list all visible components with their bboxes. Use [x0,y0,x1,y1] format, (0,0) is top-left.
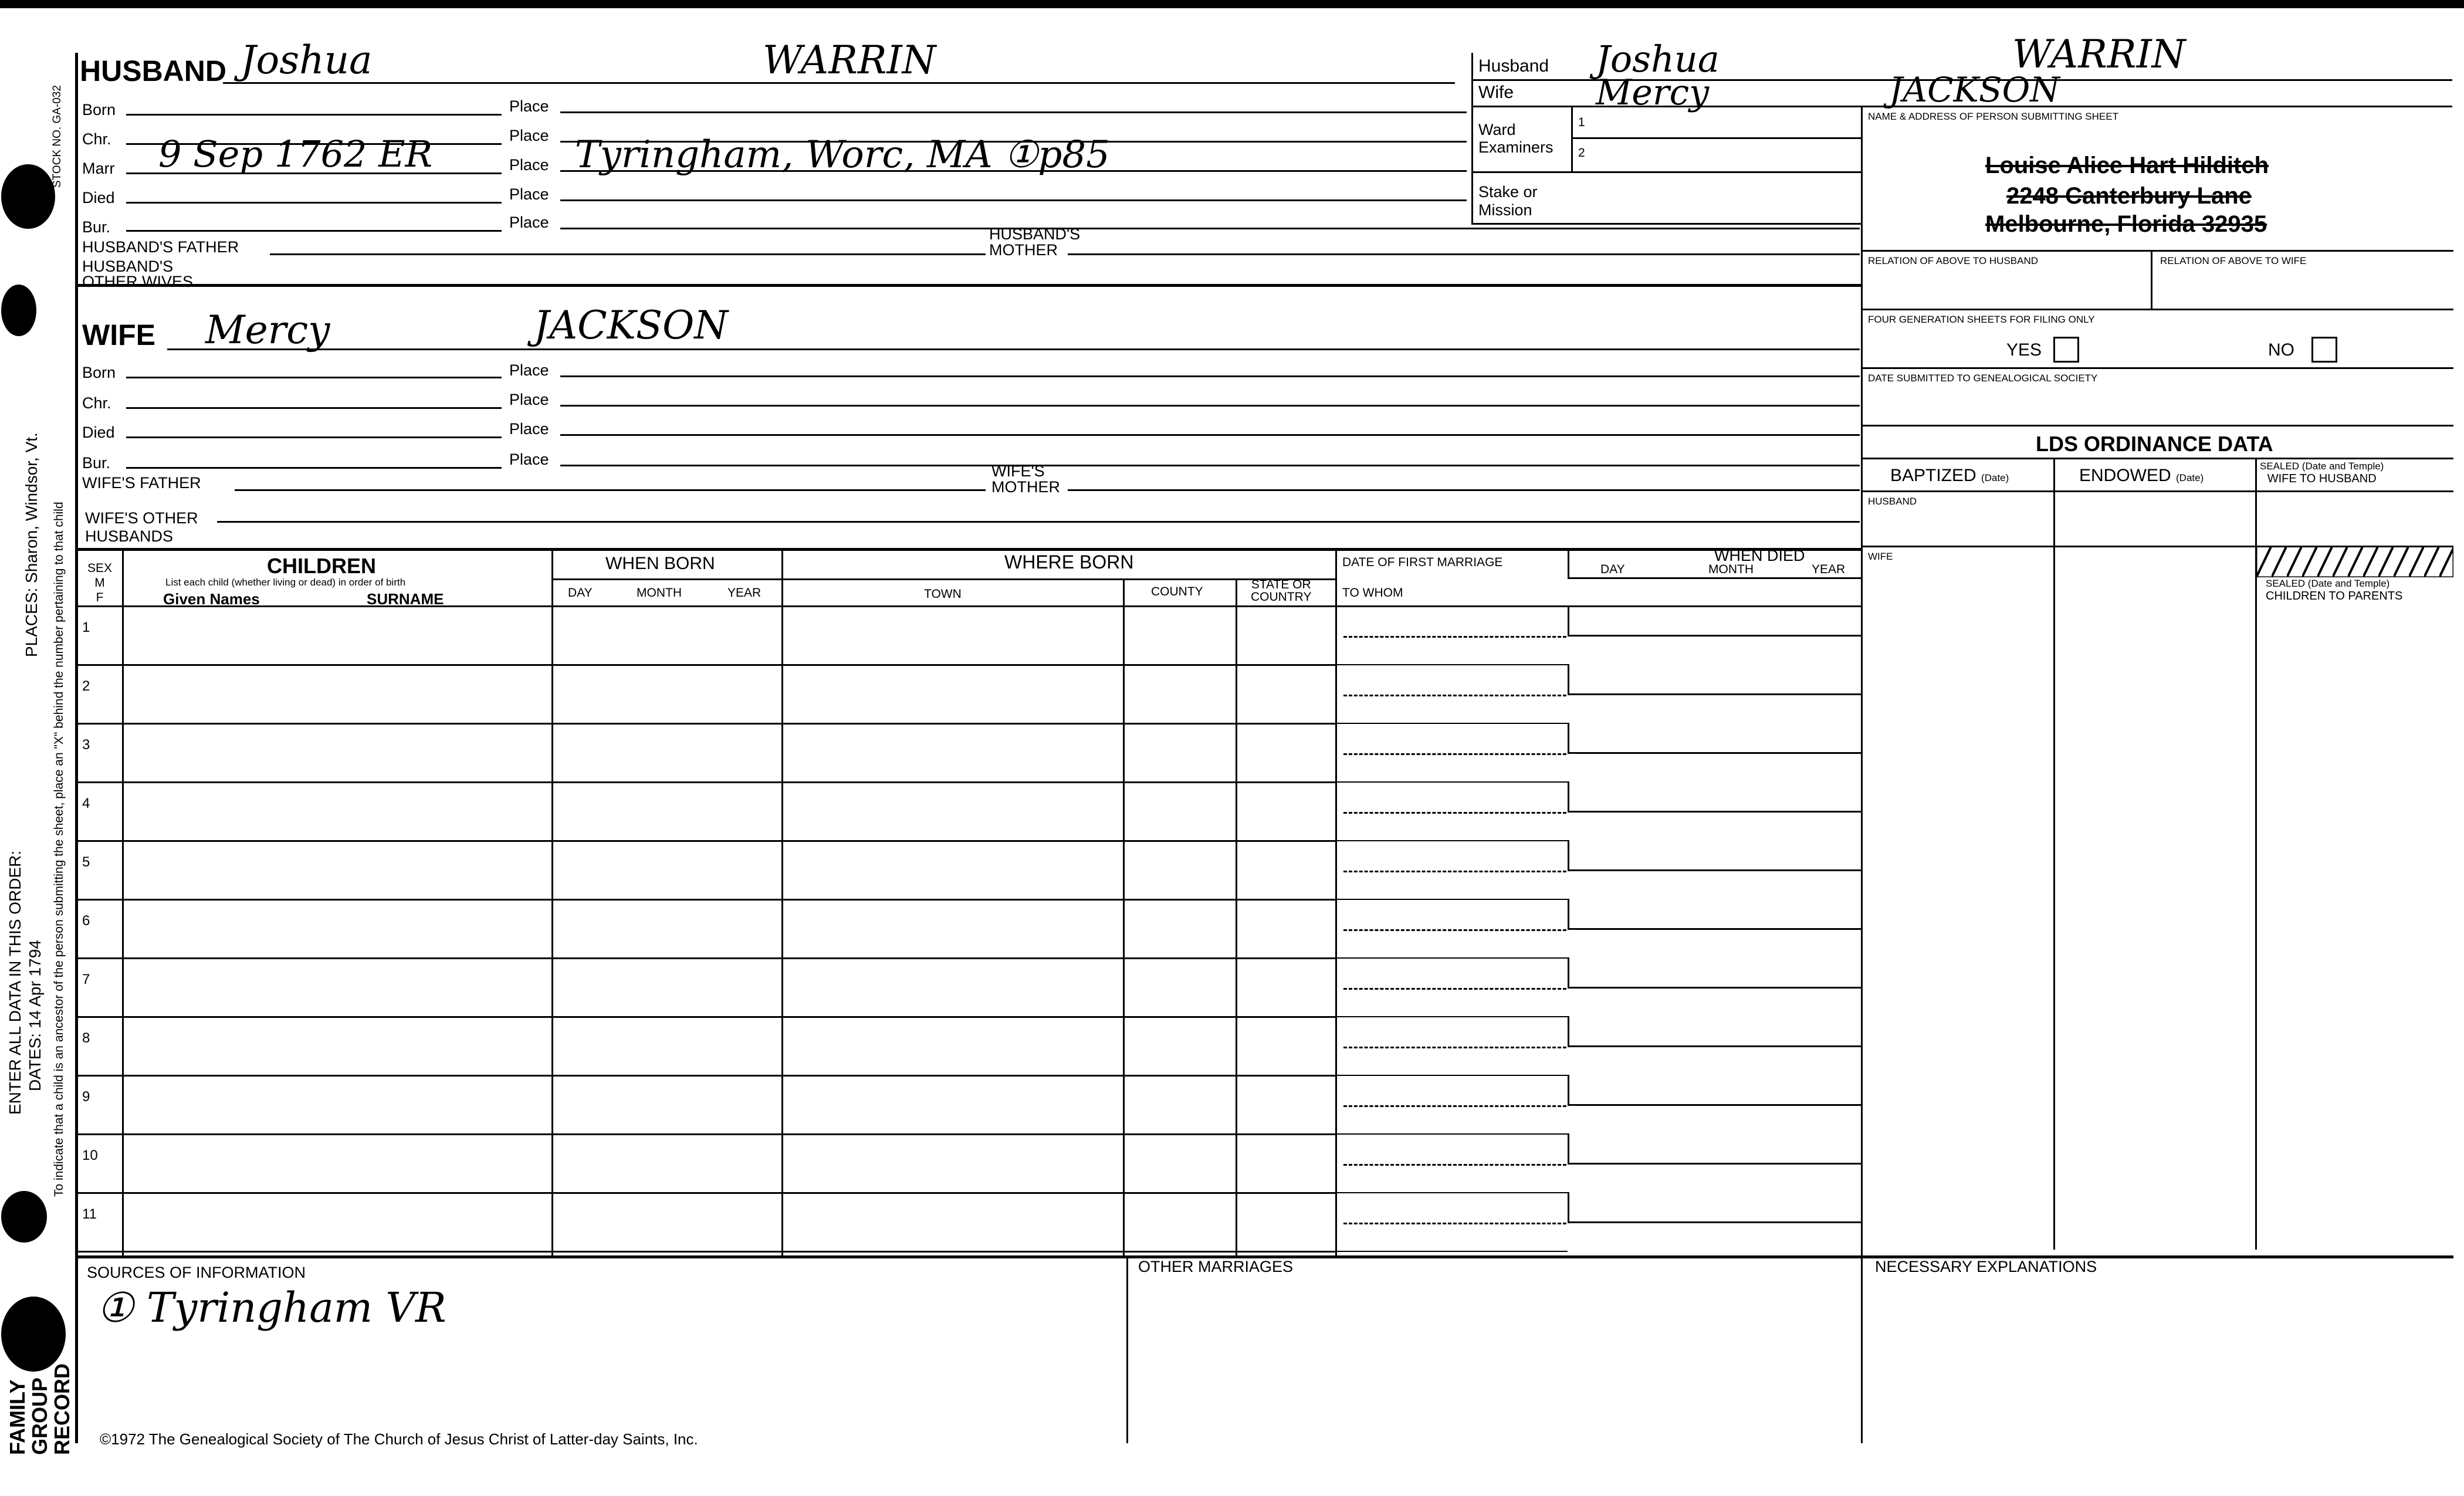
wife-died-label: Died [82,424,115,441]
husband-marr-place-line [560,170,1467,172]
wife-section-bottom [75,548,1861,551]
husband-chr-place-label: Place [509,127,549,144]
header-box-left [1471,53,1473,223]
died-date-tick [1568,781,1569,812]
husband-marr-line [126,172,502,174]
dates-note: DATES: 14 Apr 1794 [26,940,44,1091]
child-row-number: 3 [82,737,90,753]
when-born-label: WHEN BORN [605,554,715,573]
died-day-label: DAY [1600,563,1625,576]
punch-hole [1,164,55,229]
husband-died-line [126,202,502,204]
wife-other-husbands-line [217,521,1860,523]
state-col-line [1236,578,1237,1258]
wife-died-place-line [560,434,1860,436]
husband-born-place-line [560,111,1467,113]
child-row-number: 7 [82,972,90,987]
relation-husband-label: RELATION OF ABOVE TO HUSBAND [1868,255,2039,266]
died-date-line [1568,811,1861,813]
children-header-bottom [75,605,1861,607]
lds-title: LDS ORDINANCE DATA [2036,432,2273,456]
lds-title-line [1861,458,2453,459]
child-row-separator [1335,957,1568,959]
town-label: TOWN [924,587,962,601]
marriage-date-dashed-line [1343,1164,1566,1166]
born-day-label: DAY [568,586,593,600]
husband-died-label: Died [82,189,115,207]
where-born-label: WHERE BORN [1004,551,1134,573]
child-row-separator [1335,781,1568,783]
child-row-separator [75,957,1335,959]
died-date-tick [1568,664,1569,695]
child-row-number: 4 [82,796,90,811]
marriage-date-dashed-line [1343,1223,1566,1224]
lds-sealed-wife: SEALED (Date and Temple) WIFE TO HUSBAND [2260,461,2384,485]
hatched-box [2256,546,2453,577]
husband-marriage-place[interactable]: Tyringham, Worc, MA ①p85 [575,133,1110,177]
died-date-tick [1568,1075,1569,1105]
child-row-separator [75,1133,1335,1135]
marriage-date-dashed-line [1343,929,1566,931]
wife-other-husbands-label: WIFE'S OTHER HUSBANDS [85,509,198,546]
other-marriages-label: OTHER MARRIAGES [1138,1258,1294,1275]
died-date-tick [1568,899,1569,929]
husband-mother-line [1068,253,1860,255]
wife-born-place-label: Place [509,361,549,379]
examiners-label: Examiners [1478,138,1553,156]
date-submitted-label: DATE SUBMITTED TO GENEALOGICAL SOCIETY [1868,373,2098,384]
wife-mother-label: WIFE'S MOTHER [991,462,1060,496]
died-date-line [1568,752,1861,754]
husband-bur-label: Bur. [82,218,111,236]
lds-husband-row: HUSBAND [1868,496,1917,507]
died-date-line [1568,693,1861,695]
husband-born-line [126,114,502,116]
child-row-separator [1335,1075,1568,1076]
husband-given-name[interactable]: Joshua [241,38,373,83]
child-row-number: 5 [82,854,90,870]
husband-heading: HUSBAND [80,55,226,87]
husband-bur-line [126,230,502,232]
header-husband-given[interactable]: Joshua [1596,38,1720,80]
submitter-label: NAME & ADDRESS OF PERSON SUBMITTING SHEET [1868,111,2118,122]
header-wife-surname[interactable]: JACKSON [1889,70,2060,110]
examiner-2: 2 [1578,146,1585,160]
header-box-bottom [1471,223,1861,225]
punch-hole [1,285,36,336]
husband-father-label: HUSBAND'S FATHER [82,238,239,256]
given-names-label: Given Names [163,590,260,608]
marriage-date-dashed-line [1343,871,1566,872]
child-row-separator [75,1192,1335,1194]
died-month-label: MONTH [1708,563,1754,576]
husband-marr-label: Marr [82,160,115,177]
when-born-subline [551,578,781,580]
died-date-line [1568,1163,1861,1165]
header-wife-given[interactable]: Mercy [1596,72,1710,113]
punch-hole [1,1297,66,1372]
wife-father-label: WIFE'S FATHER [82,474,201,492]
child-row-separator [1335,1133,1568,1135]
wife-given-name[interactable]: Mercy [205,307,330,353]
died-date-tick [1568,1133,1569,1164]
husband-bur-place-line [560,228,1860,229]
lds-baptized: BAPTIZED (Date) [1890,466,2009,485]
header-wife-line [1471,106,2452,107]
stake-label: Stake or Mission [1478,183,1538,219]
husband-died-place-line [560,199,1467,201]
husband-marriage-date[interactable]: 9 Sep 1762 ER [158,133,433,175]
marriage-col-line [1335,548,1337,1258]
child-row-separator [1335,899,1568,900]
wife-bur-place-label: Place [509,451,549,468]
children-note: List each child (whether living or dead) in order of birth [165,577,406,588]
lds-header-line [1861,490,2453,492]
top-border [0,0,2464,8]
header-wife-label: Wife [1478,83,1514,102]
examiner-1: 1 [1578,116,1585,129]
copyright: ©1972 The Genealogical Society of The Church of Jesus Christ of Latter-day Saints, Inc. [100,1430,698,1448]
no-label: NO [2268,340,2294,360]
wife-chr-place-line [560,405,1860,407]
wife-born-line [126,377,502,378]
husband-chr-label: Chr. [82,130,111,148]
wife-died-place-label: Place [509,420,549,438]
lds-col-1 [2053,458,2055,1250]
wife-bur-place-line [560,465,1860,466]
marriage-date-dashed-line [1343,812,1566,814]
husband-name-line [223,82,1455,84]
husband-other-wives-label: HUSBAND'S OTHER WIVES [82,258,194,290]
relation-bottom [1861,309,2453,310]
child-row-separator [1335,1251,1568,1252]
examiner-1-line [1571,137,1861,139]
submitter-name: Louise Alice Hart Hilditch [1985,153,2269,178]
husband-born-place-label: Place [509,97,549,115]
relation-wife-label: RELATION OF ABOVE TO WIFE [2160,255,2307,266]
died-date-line [1568,1104,1861,1106]
stock-number: STOCK NO. GA-032 [51,85,63,188]
first-marriage-label: DATE OF FIRST MARRIAGE [1342,556,1503,569]
header-husband-label: Husband [1478,56,1549,76]
child-row-separator [75,1016,1335,1018]
yes-label: YES [2006,340,2042,360]
lds-endowed: ENDOWED (Date) [2079,466,2204,485]
child-row-separator [75,1075,1335,1077]
child-row-separator [1335,723,1568,724]
child-row-separator [75,664,1335,666]
child-row-number: 11 [82,1206,97,1222]
husband-section-bottom [75,284,1861,287]
marriage-date-dashed-line [1343,1047,1566,1048]
born-month-label: MONTH [637,586,682,600]
died-date-tick [1568,840,1569,871]
four-gen-label: FOUR GENERATION SHEETS FOR FILING ONLY [1868,314,2095,325]
form-title: FAMILY [5,1379,29,1455]
wife-father-line [235,489,986,491]
ward-label: Ward [1478,121,1516,138]
sex-col-line [122,548,124,1258]
child-row-separator [1335,1016,1568,1017]
child-row-number: 6 [82,913,90,929]
died-date-line [1568,635,1861,637]
child-row-separator [75,781,1335,783]
child-row-number: 10 [82,1148,98,1163]
wife-bur-label: Bur. [82,454,111,472]
form-title: GROUP [28,1377,52,1455]
explanations-label: NECESSARY EXPLANATIONS [1875,1258,2097,1275]
right-column-divider [1861,106,1863,1443]
relation-divider [2151,250,2152,309]
died-date-line [1568,1221,1861,1223]
child-row-number: 9 [82,1089,90,1105]
wife-born-place-line [560,375,1860,377]
submitter-address: 2248 Canterbury Lane [2006,183,2252,209]
county-label: COUNTY [1151,585,1203,598]
husband-father-line [270,253,986,255]
child-row-separator [75,1251,1335,1253]
ancestor-note: To indicate that a child is an ancestor of the person submitting the sheet, place an "X" behind the number pertaining to that child [52,502,66,1197]
wife-chr-place-label: Place [509,391,549,408]
submitter-city: Melbourne, Florida 32935 [1985,211,2267,237]
child-row-separator [75,723,1335,725]
husband-bur-place-label: Place [509,214,549,231]
child-row-number: 2 [82,678,90,694]
lds-sealed-children: SEALED (Date and Temple) CHILDREN TO PARENTS [2266,578,2403,603]
born-year-label: YEAR [727,586,761,600]
wife-chr-label: Chr. [82,394,111,412]
header-husband-surname[interactable]: WARRIN [2012,32,2186,77]
date-submitted-line [1861,425,2453,427]
died-date-tick [1568,1016,1569,1047]
wife-born-label: Born [82,364,116,381]
sources-value[interactable]: ① Tyringham VR [97,1284,446,1332]
died-date-line [1568,928,1861,930]
child-row-separator [1335,1192,1568,1193]
husband-marr-place-label: Place [509,156,549,174]
enter-order-note: ENTER ALL DATA IN THIS ORDER: [6,850,24,1115]
child-row-separator [75,899,1335,901]
when-died-col-line [1568,548,1569,577]
marriage-date-dashed-line [1343,1105,1566,1107]
died-date-tick [1568,723,1569,753]
marriage-date-dashed-line [1343,988,1566,990]
state-label: STATE OR COUNTRY [1251,578,1312,604]
wife-surname[interactable]: JACKSON [534,303,728,348]
died-date-tick [1568,1192,1569,1223]
marriage-date-dashed-line [1343,695,1566,696]
sex-label: SEX M F [87,561,113,605]
county-col-line [1123,578,1125,1258]
wife-mother-line [1068,489,1860,491]
died-date-line [1568,987,1861,989]
surname-label: SURNAME [367,590,444,608]
wife-heading: WIFE [82,319,155,351]
husband-surname[interactable]: WARRIN [763,38,936,83]
child-row-separator [1335,664,1568,665]
died-date-tick [1568,605,1569,636]
marriage-date-dashed-line [1343,753,1566,755]
child-row-number: 1 [82,620,90,635]
lds-wife-row: WIFE [1868,551,1893,562]
to-whom-label: TO WHOM [1342,586,1403,600]
child-row-number: 8 [82,1030,90,1046]
husband-born-label: Born [82,101,116,119]
submitter-bottom [1861,250,2453,252]
left-frame-line [75,53,78,1443]
died-year-label: YEAR [1812,563,1846,576]
where-born-col-line [781,548,783,1258]
died-subline [1568,577,1861,579]
when-died-label: WHEN DIED [1714,547,1805,564]
child-row-separator [75,840,1335,842]
other-marriages-divider [1126,1255,1128,1443]
marriage-date-dashed-line [1343,636,1566,638]
children-title: CHILDREN [267,554,376,578]
form-title: RECORD [50,1363,74,1455]
husband-mother-label: HUSBAND'S MOTHER [989,225,1081,259]
yes-checkbox[interactable] [2053,337,2079,363]
child-row-separator [1335,840,1568,841]
wife-bur-line [126,467,502,469]
wife-name-line [167,348,1860,350]
died-date-line [1568,869,1861,871]
no-checkbox[interactable] [2311,337,2337,363]
four-gen-bottom [1861,367,2453,369]
died-date-tick [1568,957,1569,988]
died-date-line [1568,1045,1861,1047]
wife-chr-line [126,407,502,409]
examiner-2-line [1471,171,1861,173]
husband-died-place-label: Place [509,185,549,203]
when-born-col-line [551,548,553,1258]
sources-label: SOURCES OF INFORMATION [87,1264,306,1281]
punch-hole [1,1191,47,1243]
places-note: PLACES: Sharon, Windsor, Vt. [22,432,40,657]
wife-died-line [126,436,502,438]
